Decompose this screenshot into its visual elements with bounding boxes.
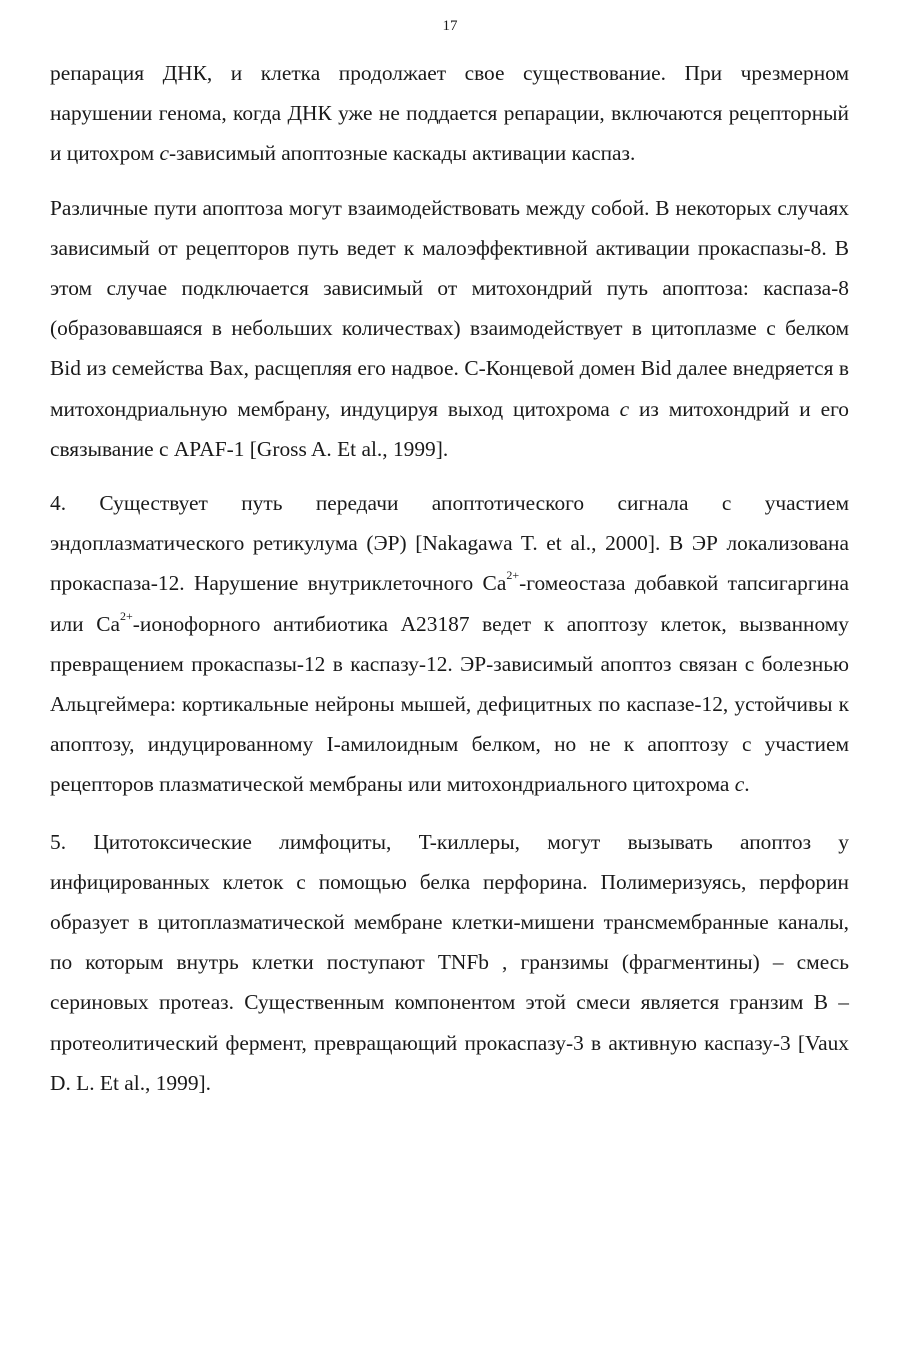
paragraph-text: -ионофорного антибиотика A23187 ведет к апоптозу клеток, вызванному превращением прокаспазы-12 в каспазу-12. ЭР-зависимый апоптоз связан с болезнью Альцгеймера: кортикальные нейроны мышей, дефицитных по каспазе-12, устойчивы к апоптозу, индуцированному I-амилоидным белком, но не к апоптозу с участием рецепторов плазматической мембраны или митохондриального цитохрома <box>50 611 849 797</box>
italic-c: c <box>159 141 169 166</box>
paragraph-apoptosis-pathways <box>50 188 849 469</box>
paragraph-text: . <box>744 772 750 797</box>
paragraph-er-pathway <box>50 483 849 805</box>
paragraph-text: 5. Цитотоксические лимфоциты, T-киллеры, могут вызывать апоптоз у инфицированных клеток с помощью белка перфорина. Полимеризуясь, перфорин образует в цитоплазматической мембране клетки-мишени трансмембранные каналы, по которым внутрь клетки поступают TNFb , гранзимы (фрагментины) – смесь сериновых протеаз. Существенным компонентом этой смеси является гранзим B – протеолитический фермент, превращающий прокаспазу-3 в активную каспазу-3 [Vaux D. L. Et al., 1999]. <box>50 829 849 1095</box>
paragraph-dna-repair <box>50 53 849 174</box>
italic-c: c <box>734 772 745 797</box>
paragraph-text: 4. Существует путь передачи апоптотического сигнала с участием эндоплазматического ретикулума (ЭР) [Nakagawa T. et al., 2000]. В ЭР локализована прокаспаза-12. Нарушение внутриклеточного Ca <box>50 491 849 596</box>
superscript-charge: 2+ <box>506 568 520 583</box>
paragraph-text: -гомеостаза добавкой тапсигаргина или Ca <box>50 571 849 636</box>
paragraph-text: Различные пути апоптоза могут взаимодействовать между собой. В некоторых случаях зависимый от рецепторов путь ведет к малоэффективной активации прокаспазы-8. В этом случае подключается зависимый от митохондрий путь апоптоза: каспаза-8 (образовавшаяся в небольших количествах) взаимодействует в цитоплазме с белком Bid из семейства Bax, расщепляя его надвое. C-Концевой домен Bid далее внедряется в митохондриальную мембрану, индуцируя выход цитохрома <box>50 195 849 421</box>
paragraph-text: -зависимый апоптозные каскады активации каспаз. <box>168 141 636 166</box>
paragraph-cytotoxic-lymphocytes <box>50 822 849 1103</box>
page-number: 17 <box>442 18 458 34</box>
italic-c: c <box>619 396 630 421</box>
paragraph-text: репарация ДНК, и клетка продолжает свое существование. При чрезмерном нарушении генома, когда ДНК уже не поддается репарации, включаются рецепторный и цитохром <box>50 61 849 166</box>
document-body <box>50 53 849 1103</box>
paragraph-text: из митохондрий и его связывание с APAF-1 [Gross A. Et al., 1999]. <box>50 396 849 461</box>
superscript-charge: 2+ <box>119 608 133 623</box>
